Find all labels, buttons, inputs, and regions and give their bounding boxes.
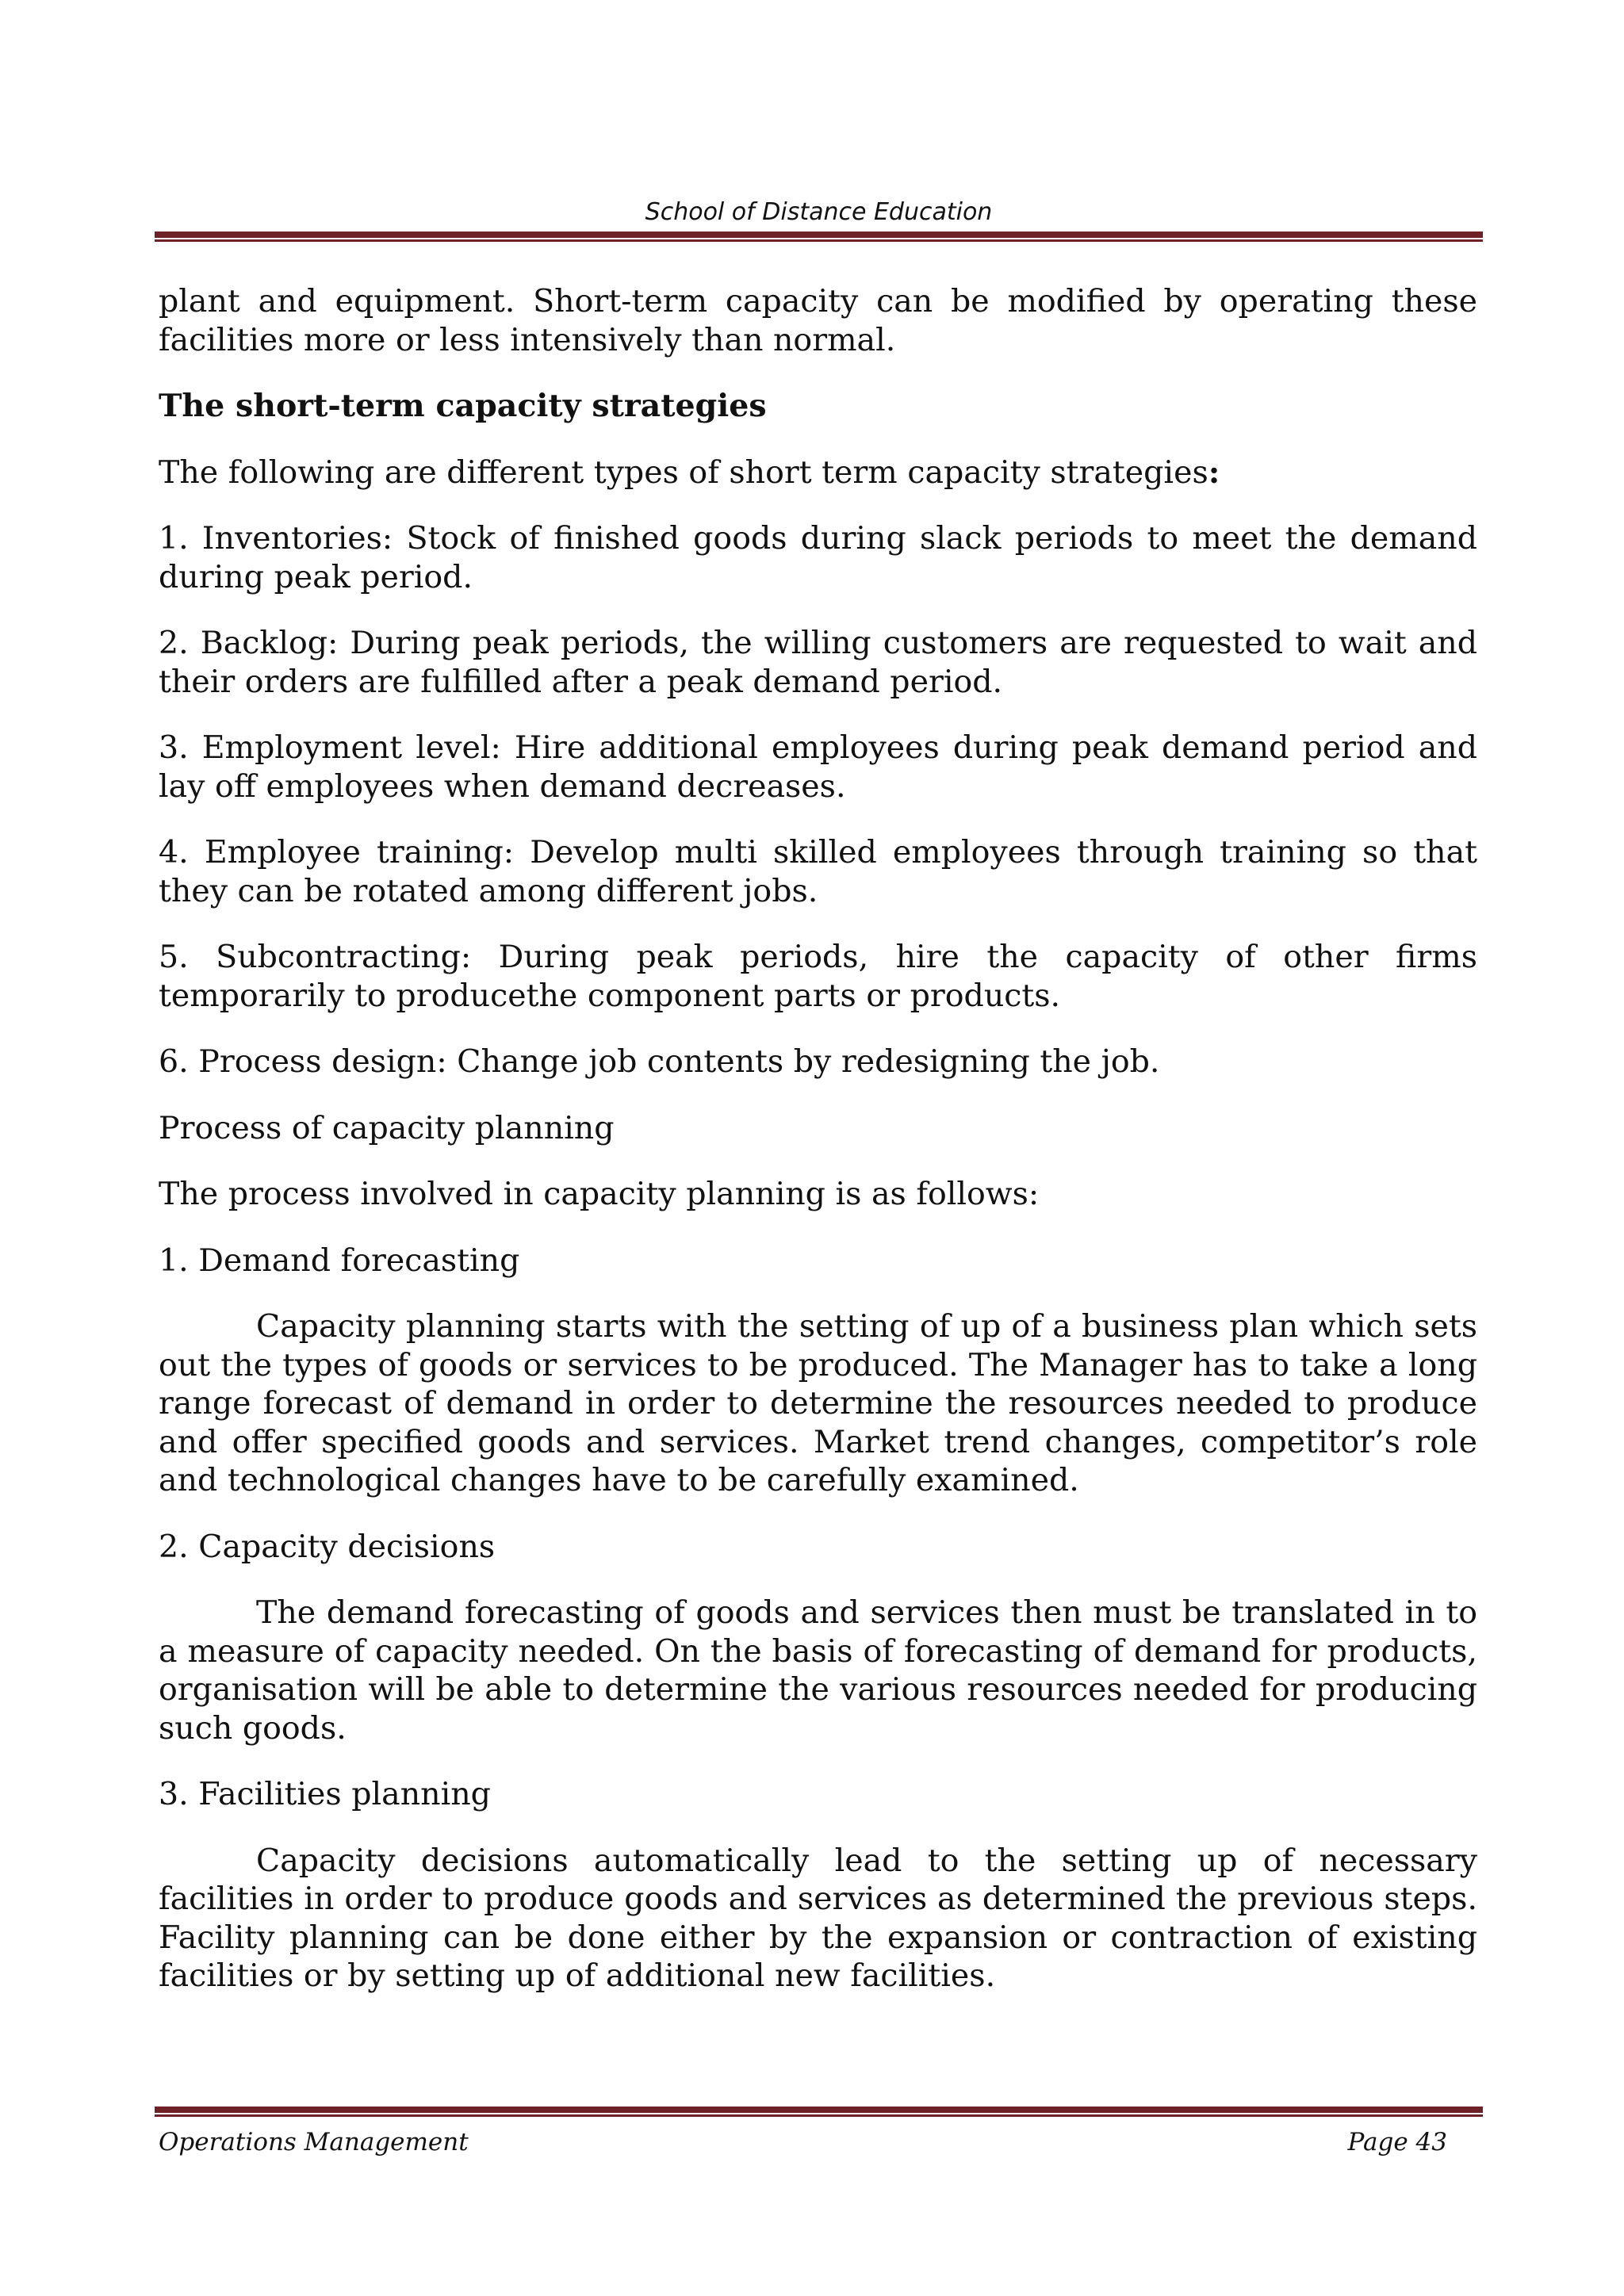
page-header: School of Distance Education [645, 198, 993, 226]
strategy-item: 3. Employment level: Hire additional employees during peak demand period and lay off employees when demand decreases. [159, 729, 1477, 805]
step-text: The demand forecasting of goods and services then must be translated in to a measure of capacity needed. On the basis of forecasting of demand for products, organisation will be able to determine the various resources needed for producing such goods. [159, 1594, 1477, 1747]
strategy-item: 2. Backlog: During peak periods, the willing customers are requested to wait and their orders are fulfilled after a peak demand period. [159, 625, 1477, 700]
header-rule-thin [155, 239, 1483, 242]
strategies-intro [159, 453, 1477, 492]
process-title: Process of capacity planning [159, 1109, 615, 1146]
strategy-item: 4. Employee training: Develop multi skilled employees through training so that they can be rotated among different jobs. [159, 834, 1477, 909]
strategies-intro-text: The following are different types of short term capacity strategies [159, 453, 1208, 491]
page-content [159, 282, 1477, 2023]
step-text: Capacity decisions automatically lead to the setting up of necessary facilities in order to produce goods and services as determined the previous steps. Facility planning can be done either by the expansion or contraction of existing facilities or by setting up of additional new facilities. [159, 1842, 1477, 1994]
section-heading: The short-term capacity strategies [159, 388, 767, 424]
footer-rule-thin [155, 2114, 1483, 2117]
page-number: Page 43 [1347, 2128, 1447, 2156]
header-rule [155, 232, 1483, 243]
step-title: 3. Facilities planning [159, 1776, 491, 1812]
step-text: Capacity planning starts with the setting of up of a business plan which sets out the types of goods or services to be produced. The Manager has to take a long range forecast of demand in order to determine the resources needed to produce and offer specified goods and services. Market trend changes, competitor’s role and technological changes have to be carefully examined. [159, 1308, 1477, 1498]
intro-paragraph: plant and equipment. Short-term capacity can be modified by operating these facilities more or less intensively than normal. [159, 283, 1477, 358]
step-title: 2. Capacity decisions [159, 1528, 496, 1565]
process-intro: The process involved in capacity planning is as follows: [159, 1176, 1040, 1212]
header-rule-thick [155, 232, 1483, 238]
step-title: 1. Demand forecasting [159, 1242, 520, 1279]
strategy-item: 6. Process design: Change job contents by redesigning the job. [159, 1043, 1160, 1080]
footer-rule [155, 2107, 1483, 2118]
strategy-item: 5. Subcontracting: During peak periods, hire the capacity of other firms temporarily to producethe component parts or products. [159, 939, 1477, 1014]
footer-rule-thick [155, 2107, 1483, 2113]
strategies-intro-colon: : [1208, 453, 1220, 491]
strategy-item: 1. Inventories: Stock of finished goods during slack periods to meet the demand during peak period. [159, 520, 1477, 595]
footer-course-title: Operations Management [159, 2128, 469, 2156]
